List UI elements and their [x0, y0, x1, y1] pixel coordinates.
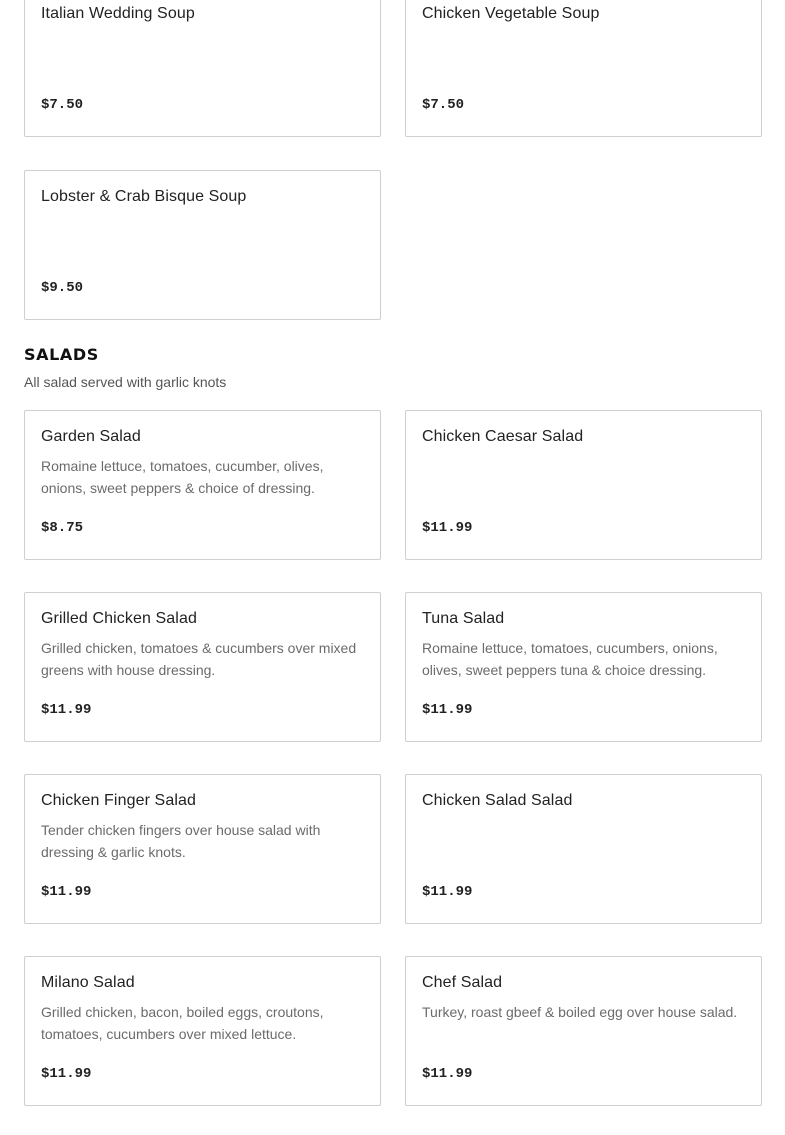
menu-item-name: Italian Wedding Soup — [41, 5, 195, 22]
menu-item-price: $8.75 — [41, 520, 84, 536]
menu-item-description: Grilled chicken, bacon, boiled eggs, croutons, tomatoes, cucumbers over mixed lettuce. — [41, 1004, 324, 1042]
menu-item-card[interactable] — [405, 774, 762, 924]
menu-item-price: $11.99 — [422, 520, 473, 536]
menu-item-name: Tuna Salad — [422, 610, 505, 627]
menu-item-name: Chicken Vegetable Soup — [422, 5, 600, 22]
menu-item-name: Grilled Chicken Salad — [41, 610, 197, 627]
menu-item-price: $9.50 — [41, 280, 84, 296]
menu-item-name: Lobster & Crab Bisque Soup — [41, 188, 247, 205]
menu-item-price: $11.99 — [422, 884, 473, 900]
menu-item-name: Chicken Salad Salad — [422, 792, 573, 809]
menu-item-name: Milano Salad — [41, 974, 135, 991]
menu-item-description: Romaine lettuce, tomatoes, cucumber, olives, onions, sweet peppers & choice of dressing. — [41, 458, 324, 496]
menu-item-price: $11.99 — [422, 702, 473, 718]
menu-item-description: Tender chicken fingers over house salad with dressing & garlic knots. — [41, 822, 321, 860]
menu-item-name: Chef Salad — [422, 974, 503, 991]
menu-item-price: $11.99 — [422, 1066, 473, 1082]
section-title: SALADS — [24, 345, 99, 364]
menu-item-card[interactable] — [405, 0, 762, 137]
menu-item-card[interactable] — [24, 0, 381, 137]
section-description: All salad served with garlic knots — [24, 374, 227, 390]
menu-item-price: $7.50 — [41, 97, 84, 113]
menu-item-card[interactable] — [405, 592, 762, 742]
menu-item-description: Romaine lettuce, tomatoes, cucumbers, onions, olives, sweet peppers tuna & choice dressing. — [422, 640, 718, 678]
menu-item-name: Chicken Finger Salad — [41, 792, 196, 809]
menu-item-card[interactable] — [24, 410, 381, 560]
menu-item-card[interactable] — [405, 410, 762, 560]
menu-item-card[interactable] — [24, 170, 381, 320]
menu-item-description: Grilled chicken, tomatoes & cucumbers over mixed greens with house dressing. — [41, 640, 357, 678]
menu-item-card[interactable] — [24, 956, 381, 1106]
menu-item-price: $11.99 — [41, 1066, 92, 1082]
menu-item-card[interactable] — [405, 956, 762, 1106]
menu-item-description: Turkey, roast gbeef & boiled egg over house salad. — [422, 1004, 738, 1020]
menu-item-card[interactable] — [24, 592, 381, 742]
menu-item-price: $11.99 — [41, 884, 92, 900]
menu-item-price: $11.99 — [41, 702, 92, 718]
menu-item-name: Chicken Caesar Salad — [422, 428, 584, 445]
menu-item-price: $7.50 — [422, 97, 465, 113]
menu-item-card[interactable] — [24, 774, 381, 924]
menu-item-name: Garden Salad — [41, 428, 141, 445]
